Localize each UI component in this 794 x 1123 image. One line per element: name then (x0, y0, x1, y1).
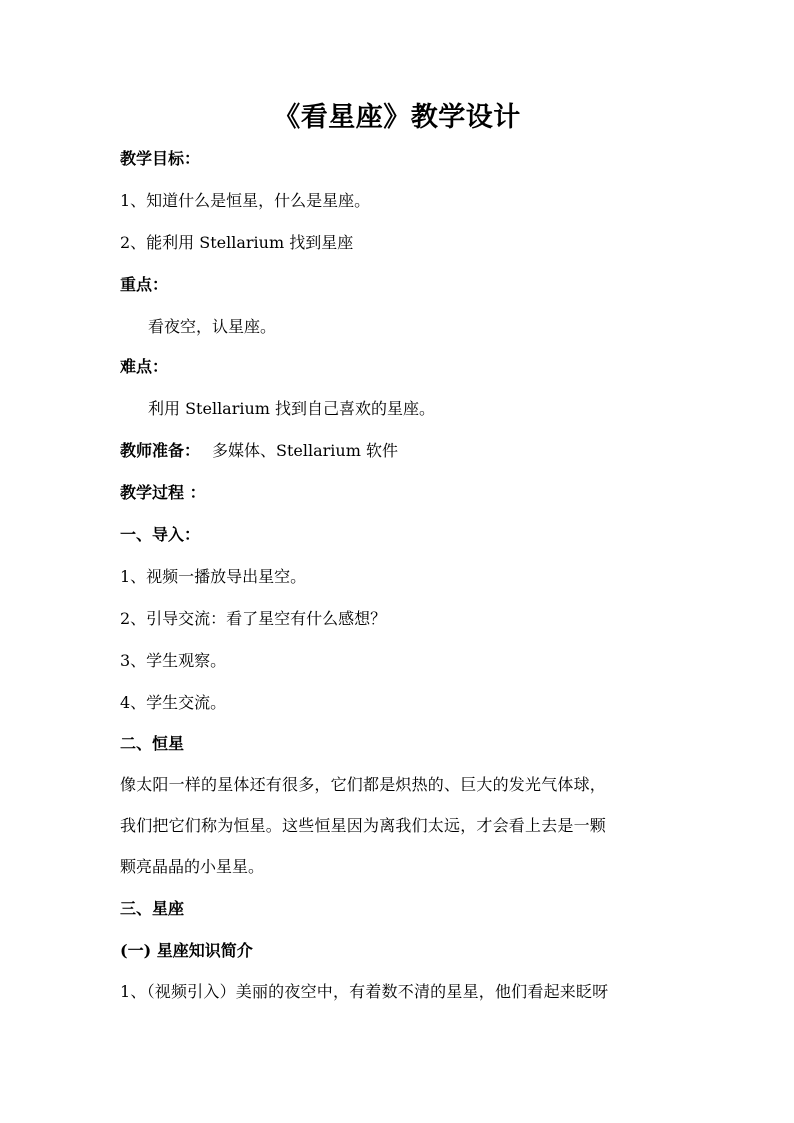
teacher-prep-heading: 教师准备： (120, 441, 201, 460)
section-1-item-3: 3、学生观察。 (120, 651, 227, 670)
key-point-text: 看夜空，认星座。 (148, 317, 277, 336)
key-point-heading: 重点： (120, 275, 169, 294)
difficulty-text: 利用 Stellarium 找到自己喜欢的星座。 (148, 399, 436, 418)
teacher-prep-text: 多媒体、Stellarium 软件 (212, 441, 398, 460)
section-2-heading: 二、恒星 (120, 734, 185, 753)
objective-item-1: 1、知道什么是恒星，什么是星座。 (120, 191, 371, 210)
teacher-prep-row (120, 440, 398, 462)
section-2-line-2: 我们把它们称为恒星。这些恒星因为离我们太远，才会看上去是一颗 (120, 816, 607, 835)
objective-item-2: 2、能利用 Stellarium 找到星座 (120, 233, 354, 252)
process-heading: 教学过程 ： (120, 483, 206, 502)
section-2-line-3: 颗亮晶晶的小星星。 (120, 857, 265, 876)
document-title: 《看星座》教学设计 (273, 102, 521, 133)
difficulty-heading: 难点： (120, 357, 169, 376)
section-1-heading: 一、导入： (120, 525, 201, 544)
section-3-heading: 三、星座 (120, 899, 185, 918)
subsection-1-heading: (一) 星座知识简介 (120, 941, 253, 960)
objectives-heading: 教学目标： (120, 149, 201, 168)
subsection-1-line-1: 1、（视频引入）美丽的夜空中，有着数不清的星星，他们看起来眨呀 (120, 982, 609, 1001)
section-1-item-4: 4、学生交流。 (120, 693, 227, 712)
section-1-item-1: 1、视频一播放导出星空。 (120, 567, 307, 586)
section-1-item-2: 2、引导交流：看了星空有什么感想？ (120, 609, 387, 628)
section-2-line-1: 像太阳一样的星体还有很多，它们都是炽热的、巨大的发光气体球， (120, 775, 607, 794)
